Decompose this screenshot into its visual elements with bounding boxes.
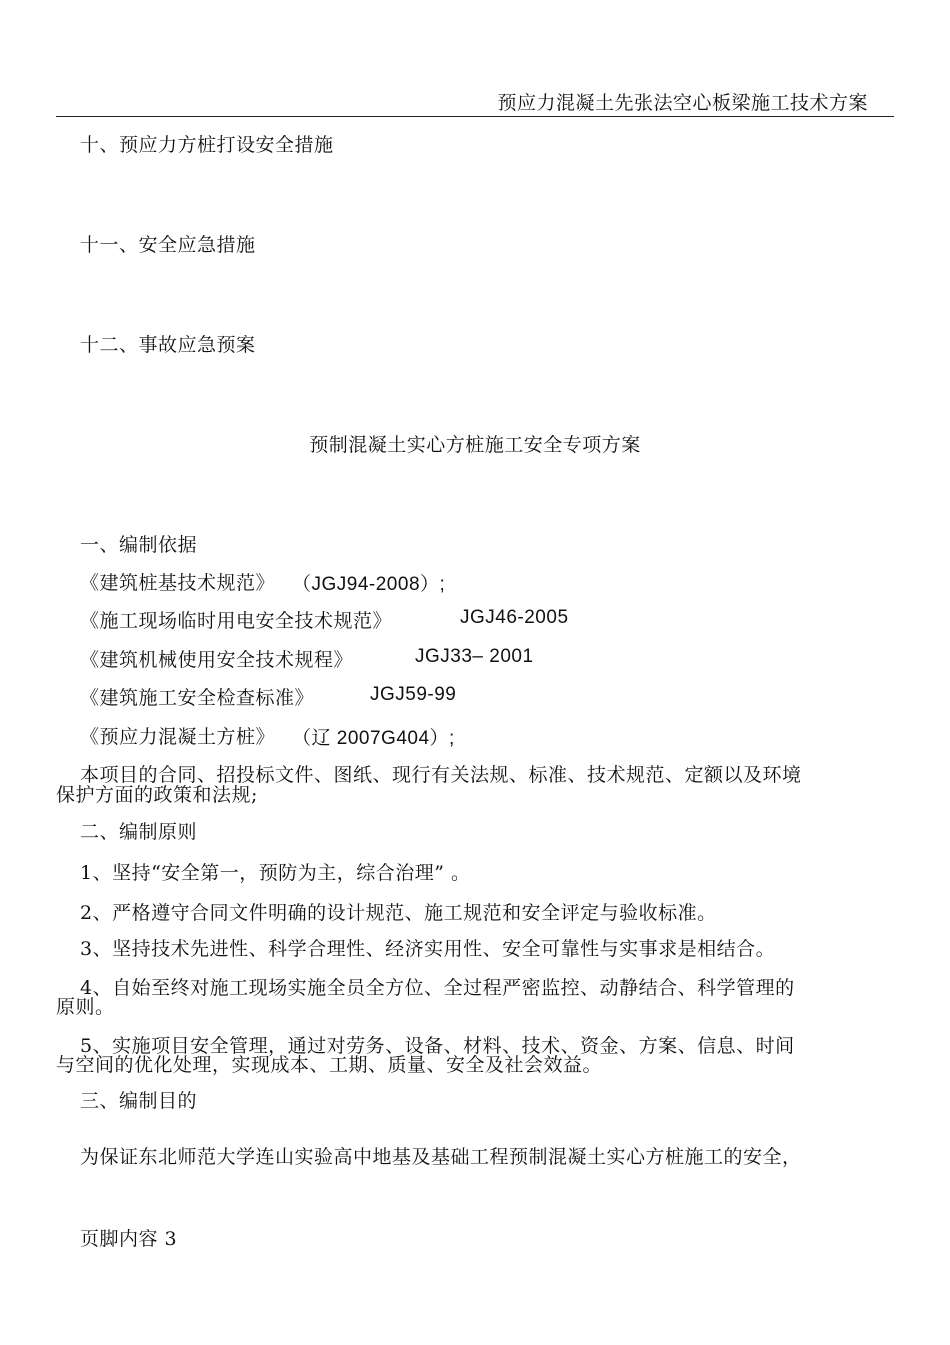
principle-item-line-1: 5、实施项目安全管理，通过对劳务、设备、材料、技术、资金、方案、信息、时间 bbox=[80, 1035, 795, 1057]
reference-code: JGJ46-2005 bbox=[460, 607, 569, 628]
principle-item-line-2: 与空间的优化处理，实现成本、工期、质量、安全及社会效益。 bbox=[56, 1054, 603, 1076]
running-header: 预应力混凝土先张法空心板梁施工技术方案 bbox=[497, 92, 868, 114]
principle-item-line-1: 4、自始至终对施工现场实施全员全方位、全过程严密监控、动静结合、科学管理的 bbox=[80, 977, 795, 999]
reference-code: JGJ59-99 bbox=[370, 684, 457, 705]
section-heading-11: 十一、安全应急措施 bbox=[80, 234, 256, 256]
reference-name: 《建筑施工安全检查标准》 bbox=[80, 687, 315, 709]
basis-note-line-2: 保护方面的政策和法规; bbox=[56, 784, 258, 806]
reference-code: JGJ33– 2001 bbox=[415, 646, 534, 667]
purpose-heading: 三、编制目的 bbox=[80, 1090, 198, 1112]
reference-code: （辽 2007G404）; bbox=[292, 728, 455, 749]
reference-code: （JGJ94-2008）; bbox=[292, 574, 446, 595]
purpose-text: 为保证东北师范大学连山实验高中地基及基础工程预制混凝土实心方桩施工的安全， bbox=[80, 1146, 802, 1168]
reference-name: 《预应力混凝土方桩》 bbox=[80, 726, 276, 748]
principle-item-line-2: 原则。 bbox=[56, 996, 115, 1018]
reference-name: 《建筑桩基技术规范》 bbox=[80, 572, 276, 594]
page-footer: 页脚内容 3 bbox=[80, 1228, 178, 1250]
principle-item: 3、坚持技术先进性、科学合理性、经济实用性、安全可靠性与实事求是相结合。 bbox=[80, 938, 776, 960]
section-heading-10: 十、预应力方桩打设安全措施 bbox=[80, 134, 334, 156]
section-heading-12: 十二、事故应急预案 bbox=[80, 334, 256, 356]
principle-item: 1、坚持“安全第一，预防为主，综合治理” 。 bbox=[80, 862, 471, 884]
principle-item: 2、严格遵守合同文件明确的设计规范、施工规范和安全评定与验收标准。 bbox=[80, 902, 717, 924]
header-rule bbox=[56, 116, 894, 117]
principles-heading: 二、编制原则 bbox=[80, 821, 198, 843]
document-title: 预制混凝土实心方桩施工安全专项方案 bbox=[309, 434, 641, 456]
basis-heading: 一、编制依据 bbox=[80, 534, 198, 556]
reference-name: 《施工现场临时用电安全技术规范》 bbox=[80, 610, 393, 632]
reference-name: 《建筑机械使用安全技术规程》 bbox=[80, 649, 354, 671]
basis-note-line-1: 本项目的合同、招投标文件、图纸、现行有关法规、标准、技术规范、定额以及环境 bbox=[80, 764, 802, 786]
